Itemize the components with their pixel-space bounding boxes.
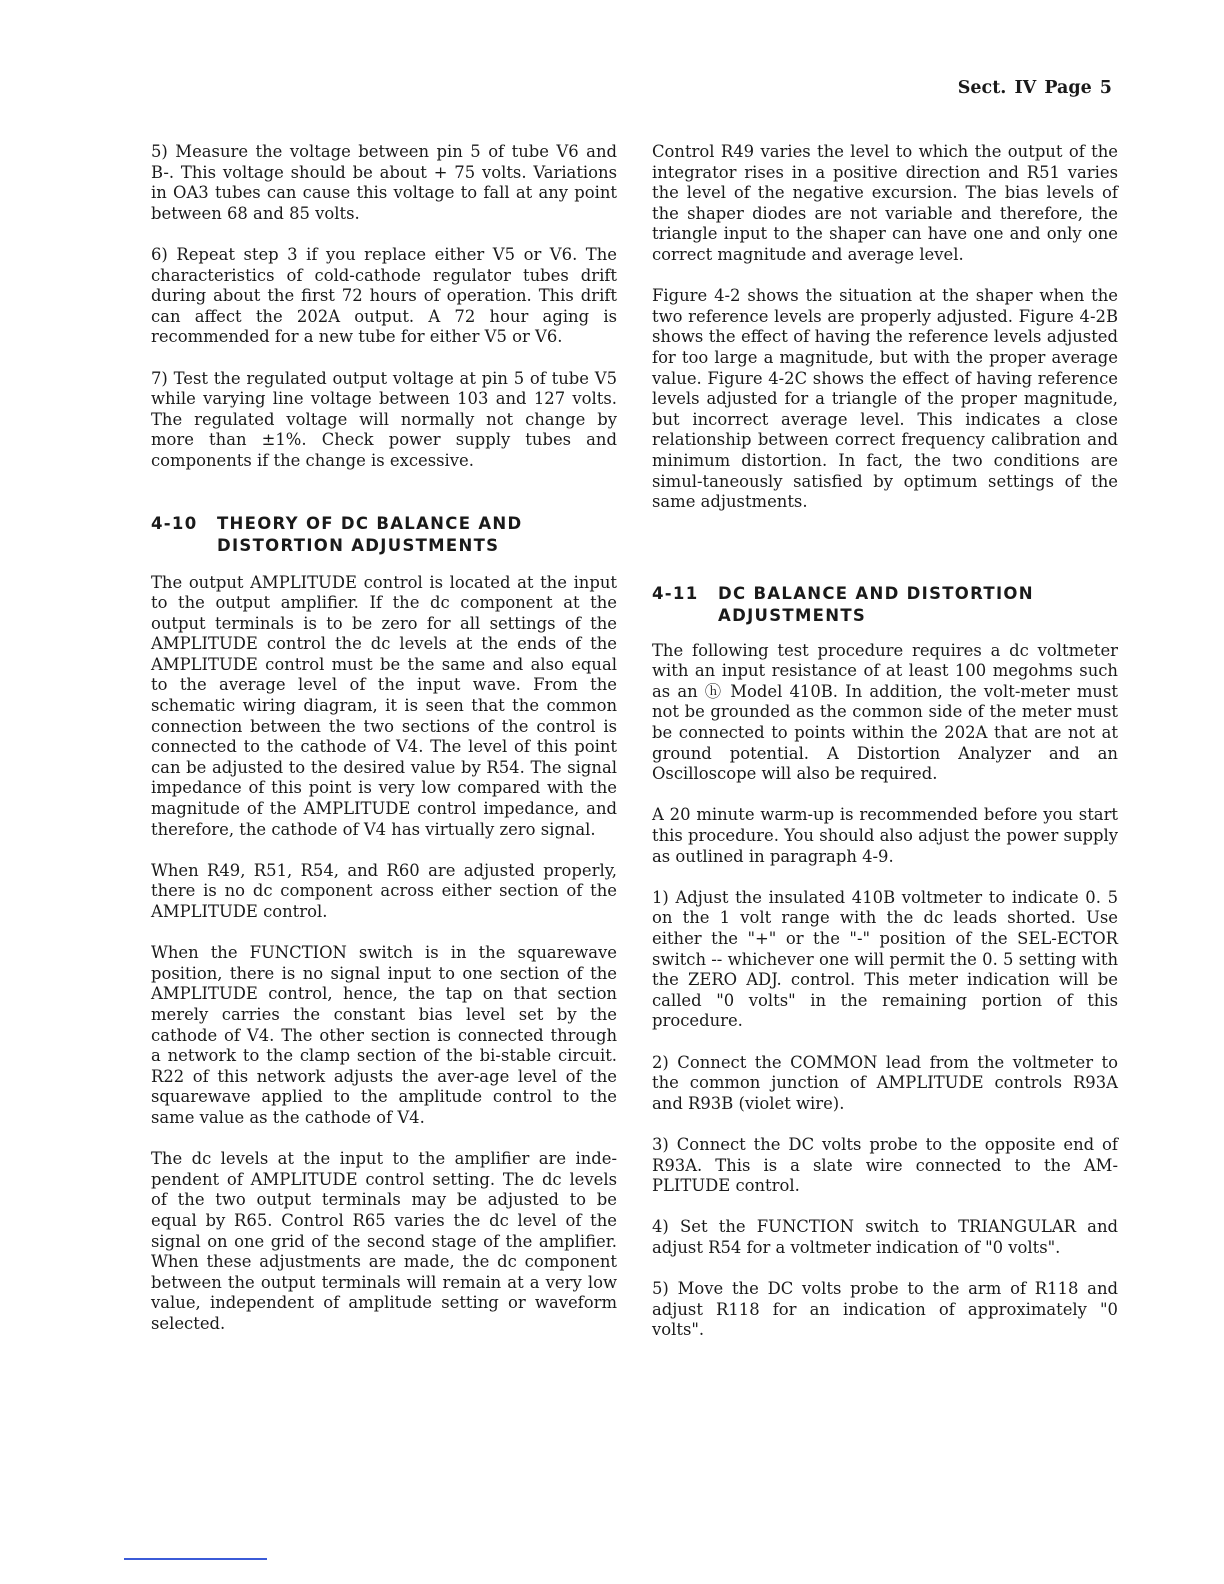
page-header: Sect. IV Page 5 xyxy=(957,78,1112,98)
section-title: DC BALANCE AND DISTORTION ADJUSTMENTS xyxy=(718,583,1034,625)
theory-paragraph-2: When R49, R51, R54, and R60 are adjusted properly, there is no dc component across either section of the AMPLITUDE control. xyxy=(151,860,617,921)
theory-paragraph-3: When the FUNCTION switch is in the squarewave position, there is no signal input to one section of the AMPLITUDE control, hence, the tap on that section merely carries the constant bias level set by the cathode of V4. The other section is connected through a network to the clamp section of the bi-stable circuit. R22 of this network adjusts the aver-age level of the squarewave applied to the amplitude control to the same value as the cathode of V4. xyxy=(151,943,617,1127)
step-7-paragraph: 7) Test the regulated output voltage at pin 5 of tube V5 while varying line voltage between 103 and 127 volts. The regulated voltage will normally not change by more than ±1%. Check power supply tubes and components if the change is excessive. xyxy=(151,368,617,470)
adjust-step-1: 1) Adjust the insulated 410B voltmeter to indicate 0. 5 on the 1 volt range with the dc leads shorted. Use either the "+" or the "-" position of the SEL-ECTOR switch -- whichever one will permit the 0. 5 setting with the ZERO ADJ. control. This meter indication will be called "0 volts" in the remaining portion of this procedure. xyxy=(652,887,1118,1031)
adjust-step-5: 5) Move the DC volts probe to the arm of R118 and adjust R118 for an indication of approximately "0 volts". xyxy=(652,1279,1118,1340)
theory-paragraph-1: The output AMPLITUDE control is located at the input to the output amplifier. If the dc component at the output terminals is to be zero for all settings of the AMPLITUDE control the dc levels at the ends of the AMPLITUDE control must be the same and also equal to the average level of the input wave. From the schematic wiring diagram, it is seen that the common connection between the two sections of the control is connected to the cathode of V4. The level of this point can be adjusted to the desired value by R54. The signal impedance of this point is very low compared with the magnitude of the AMPLITUDE control impedance, and therefore, the cathode of V4 has virtually zero signal. xyxy=(151,572,617,839)
left-column xyxy=(151,142,617,1334)
step-5-paragraph: 5) Measure the voltage between pin 5 of tube V6 and B-. This voltage should be about + 75 volts. Variations in OA3 tubes can cause this voltage to fall at any point between 68 and 85 volts. xyxy=(151,142,617,223)
procedure-intro-paragraph: The following test procedure requires a dc voltmeter with an input resistance of at least 100 megohms such as an ⓗ Model 410B. In addition, the volt-meter must not be grounded as the common side of the meter must be connected to points within the 202A that are not at ground potential. A Distortion Analyzer and an Oscilloscope will also be required. xyxy=(652,640,1118,784)
control-paragraph: Control R49 varies the level to which the output of the integrator rises in a positive direction and R51 varies the level of the negative excursion. The bias levels of the shaper diodes are not variable and therefore, the triangle input to the shaper can have one and only one correct magnitude and average level. xyxy=(652,142,1118,264)
section-number: 4-10 xyxy=(151,513,198,533)
section-number: 4-11 xyxy=(652,583,699,603)
warmup-paragraph: A 20 minute warm-up is recommended before you start this procedure. You should also adjust the power supply as outlined in paragraph 4-9. xyxy=(652,805,1118,866)
step-6-paragraph: 6) Repeat step 3 if you replace either V5 or V6. The characteristics of cold-cathode regulator tubes drift during about the first 72 hours of operation. This drift can affect the 202A output. A 72 hour aging is recommended for a new tube for either V5 or V6. xyxy=(151,244,617,347)
section-heading-4-10 xyxy=(151,513,617,557)
adjust-step-4: 4) Set the FUNCTION switch to TRIANGULAR and adjust R54 for a voltmeter indication of "0 volts". xyxy=(652,1217,1118,1257)
figure-paragraph: Figure 4-2 shows the situation at the shaper when the two reference levels are properly adjusted. Figure 4-2B shows the effect of having the reference levels adjusted for too large a magnitude, but with the proper average value. Figure 4-2C shows the effect of having reference levels adjusted for a triangle of the proper magnitude, but incorrect average level. This indicates a close relationship between correct frequency calibration and minimum distortion. In fact, the two conditions are simul-taneously satisfied by optimum settings of the same adjustments. xyxy=(652,286,1118,512)
adjust-step-2: 2) Connect the COMMON lead from the voltmeter to the common junction of AMPLITUDE controls R93A and R93B (violet wire). xyxy=(652,1052,1118,1113)
section-heading-4-11 xyxy=(652,583,1118,627)
adjust-step-3: 3) Connect the DC volts probe to the opposite end of R93A. This is a slate wire connected to the AM-PLITUDE control. xyxy=(652,1134,1118,1196)
theory-paragraph-4: The dc levels at the input to the amplifier are inde-pendent of AMPLITUDE control setting. The dc levels of the two output terminals may be adjusted to be equal by R65. Control R65 varies the dc level of the signal on one grid of the second stage of the amplifier. When these adjustments are made, the dc component between the output terminals will remain at a very low value, independent of amplitude setting or waveform selected. xyxy=(151,1149,617,1333)
right-column xyxy=(652,142,1118,1341)
bottom-rule xyxy=(124,1558,267,1560)
section-title: THEORY OF DC BALANCE AND DISTORTION ADJUSTMENTS xyxy=(217,513,523,555)
